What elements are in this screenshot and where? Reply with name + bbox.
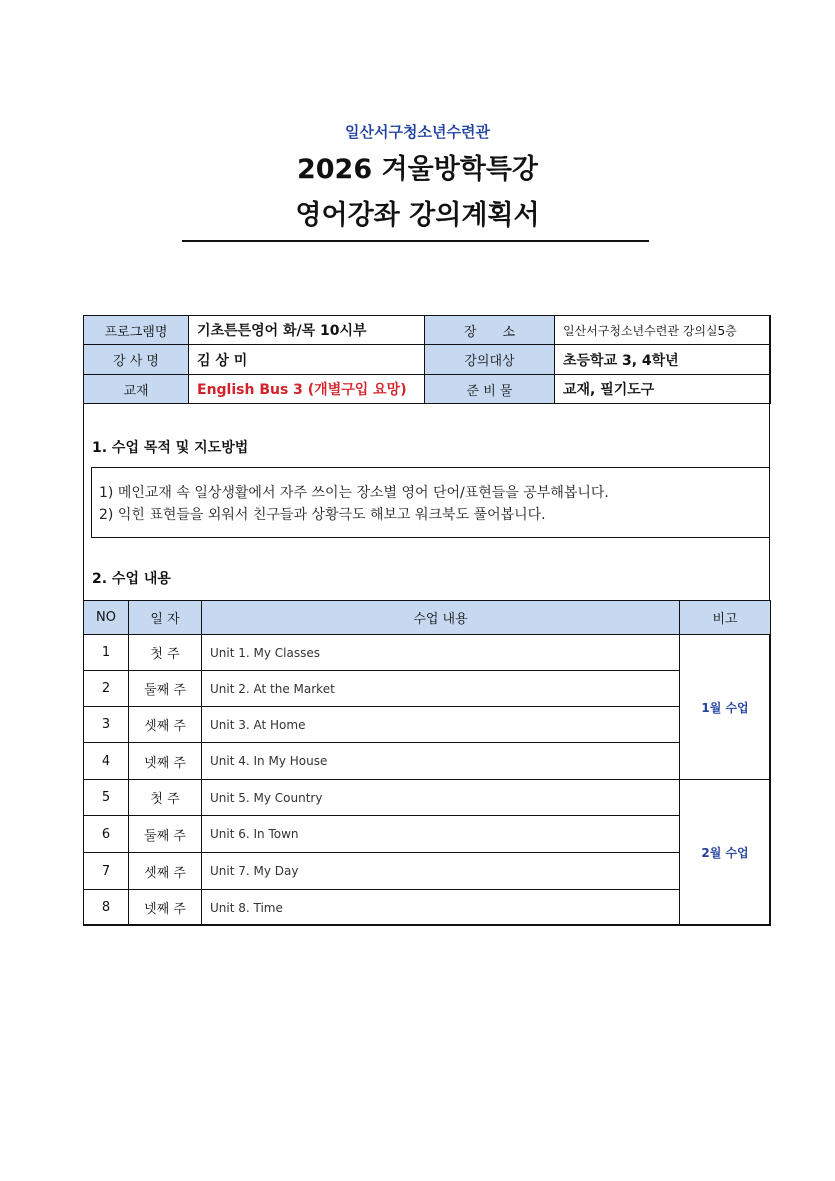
title-underline xyxy=(182,240,649,242)
program-label: 프로그램명 xyxy=(84,316,189,345)
row-date: 넷째 주 xyxy=(129,890,202,926)
location-value: 일산서구청소년수련관 강의실5층 xyxy=(555,316,771,345)
row-date: 넷째 주 xyxy=(129,743,202,780)
plan-frame xyxy=(83,315,770,925)
objectives-box xyxy=(91,467,770,538)
table-row xyxy=(84,780,771,816)
row-content: Unit 1. My Classes xyxy=(202,635,680,671)
page-title: 2026 겨울방학특강 xyxy=(296,154,539,185)
row-no: 2 xyxy=(84,671,129,707)
schedule-header-row xyxy=(84,601,771,635)
instructor-label: 강 사 명 xyxy=(84,345,189,375)
textbook-label: 교재 xyxy=(84,375,189,404)
row-content: Unit 8. Time xyxy=(202,890,680,926)
row-no: 7 xyxy=(84,853,129,890)
table-row xyxy=(84,671,771,707)
row-date: 둘째 주 xyxy=(129,816,202,853)
table-row xyxy=(84,743,771,780)
row-content: Unit 7. My Day xyxy=(202,853,680,890)
table-row xyxy=(84,707,771,743)
row-no: 1 xyxy=(84,635,129,671)
info-table xyxy=(83,315,771,404)
col-header-date: 일 자 xyxy=(129,601,202,635)
supplies-label: 준 비 물 xyxy=(425,375,555,404)
supplies-value: 교재, 필기도구 xyxy=(555,375,771,404)
col-header-note: 비고 xyxy=(680,601,771,635)
info-row-instructor xyxy=(84,345,771,375)
note-january: 1월 수업 xyxy=(680,635,771,780)
row-no: 5 xyxy=(84,780,129,816)
table-row xyxy=(84,890,771,926)
row-no: 3 xyxy=(84,707,129,743)
objective-line: 2) 익힌 표현들을 외워서 친구들과 상황극도 해보고 워크북도 풀어봅니다. xyxy=(99,507,546,523)
target-label: 강의대상 xyxy=(425,345,555,375)
row-content: Unit 4. In My House xyxy=(202,743,680,780)
row-date: 둘째 주 xyxy=(129,671,202,707)
row-content: Unit 5. My Country xyxy=(202,780,680,816)
col-header-no: NO xyxy=(84,601,129,635)
row-no: 6 xyxy=(84,816,129,853)
objective-line: 1) 메인교재 속 일상생활에서 자주 쓰이는 장소별 영어 단어/표현들을 공부해봅니다. xyxy=(99,485,609,501)
row-date: 셋째 주 xyxy=(129,853,202,890)
page-subtitle: 영어강좌 강의계획서 xyxy=(295,200,540,231)
row-no: 8 xyxy=(84,890,129,926)
info-row-program xyxy=(84,316,771,345)
target-value: 초등학교 3, 4학년 xyxy=(555,345,771,375)
schedule-table xyxy=(83,600,771,926)
table-row xyxy=(84,635,771,671)
row-content: Unit 6. In Town xyxy=(202,816,680,853)
note-february: 2월 수업 xyxy=(680,780,771,926)
table-row xyxy=(84,853,771,890)
instructor-value: 김 상 미 xyxy=(189,345,425,375)
row-date: 셋째 주 xyxy=(129,707,202,743)
program-value: 기초튼튼영어 화/목 10시부 xyxy=(189,316,425,345)
table-row xyxy=(84,816,771,853)
row-no: 4 xyxy=(84,743,129,780)
row-content: Unit 3. At Home xyxy=(202,707,680,743)
info-row-textbook xyxy=(84,375,771,404)
col-header-content: 수업 내용 xyxy=(202,601,680,635)
section-heading-content: 2. 수업 내용 xyxy=(92,571,171,587)
section-heading-objectives: 1. 수업 목적 및 지도방법 xyxy=(92,440,249,456)
organization-name: 일산서구청소년수련관 xyxy=(345,123,490,141)
location-label: 장 소 xyxy=(425,316,555,345)
row-date: 첫 주 xyxy=(129,635,202,671)
row-content: Unit 2. At the Market xyxy=(202,671,680,707)
textbook-value: English Bus 3 (개별구입 요망) xyxy=(189,375,425,404)
row-date: 첫 주 xyxy=(129,780,202,816)
